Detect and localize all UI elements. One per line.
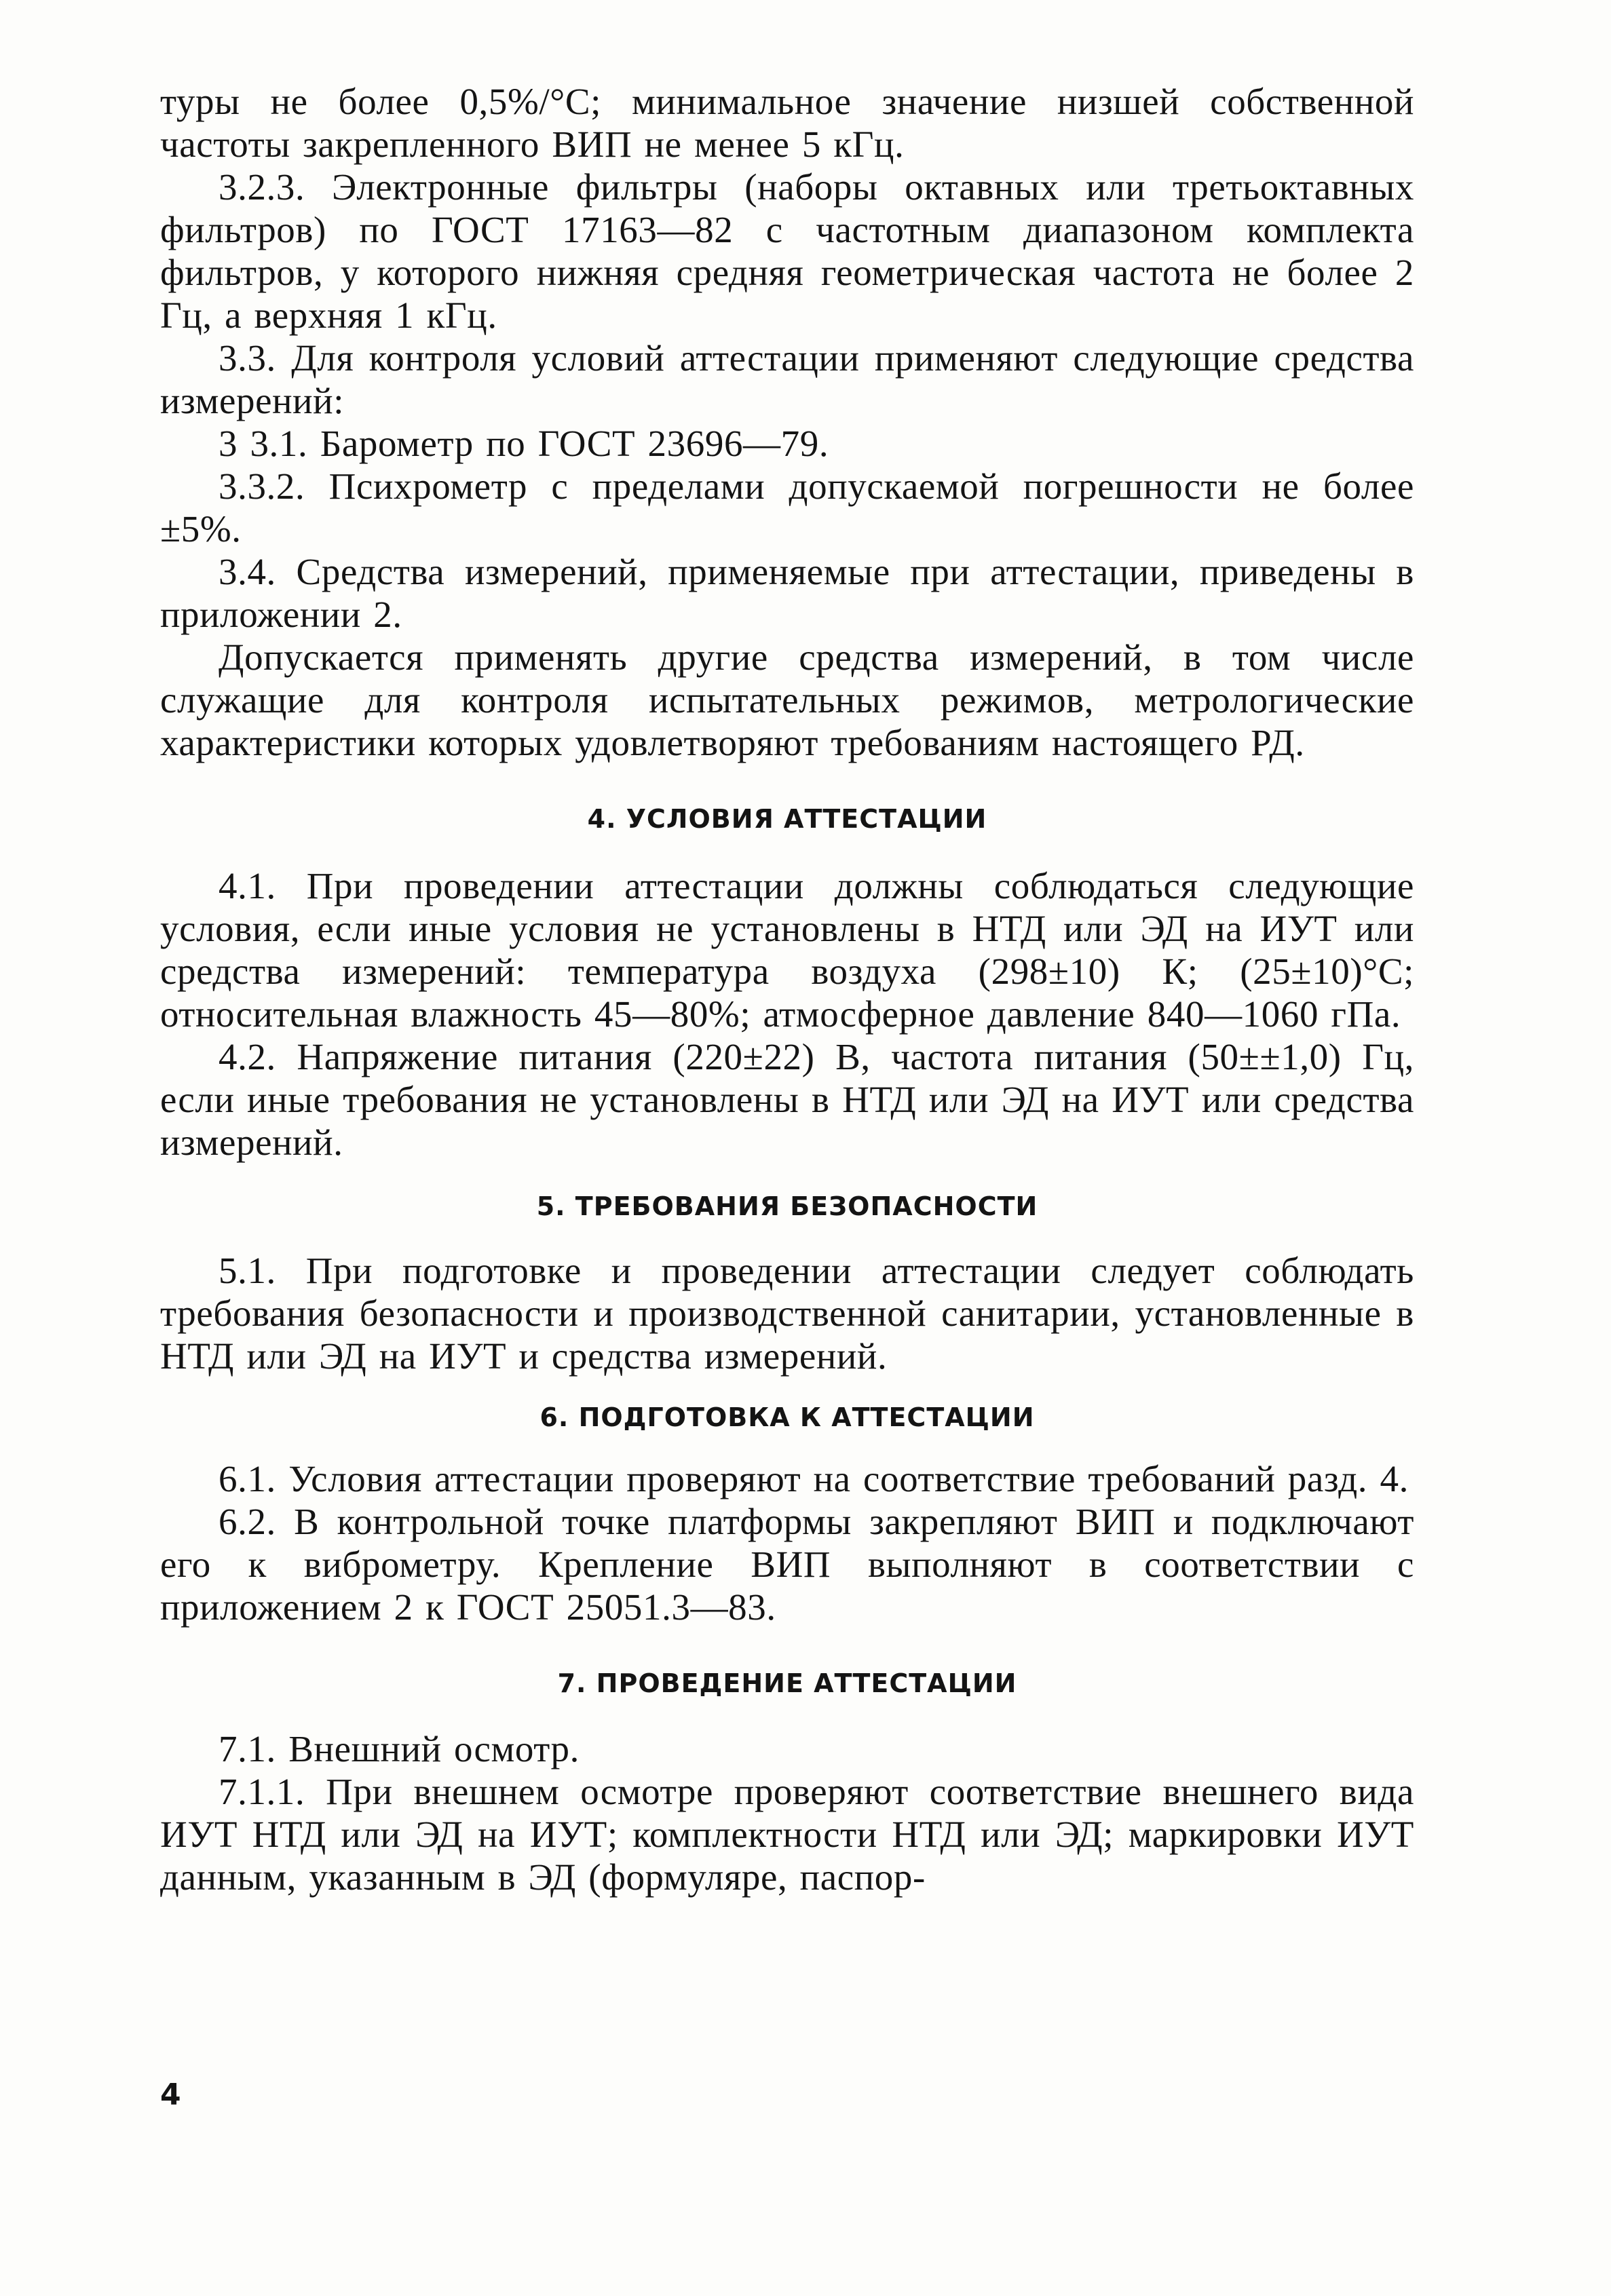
paragraph-3-2-2-continuation: туры не более 0,5%/°С; минимальное значение низшей собственной частоты закрепленного ВИП не менее 5 кГц. (160, 81, 1414, 165)
paragraph-3-3-1: 3 3.1. Барометр по ГОСТ 23696—79. (219, 423, 829, 464)
text-column (160, 80, 1414, 1898)
paragraph-4-1: 4.1. При проведении аттестации должны соблюдаться следующие условия, если иные условия не установлены в НТД или ЭД на ИУТ или средства измерений: температура воздуха (298±10) К; (25±10)°С; относительная влажность 45—80%; атмосферное давление 840—1060 гПа. (160, 865, 1414, 1035)
section-heading-7: 7. ПРОВЕДЕНИЕ АТТЕСТАЦИИ (557, 1668, 1017, 1698)
paragraph-3-4-note: Допускается применять другие средства измерений, в том числе служащие для контроля испытательных режимов, метрологические характеристики которых удовлетворяют требованиям настоящего РД. (160, 636, 1414, 763)
paragraph-6-2: 6.2. В контрольной точке платформы закрепляют ВИП и подключают его к виброметру. Крепление ВИП выполняют в соответствии с приложением 2 к ГОСТ 25051.3—83. (160, 1501, 1414, 1628)
paragraph-7-1-1: 7.1.1. При внешнем осмотре проверяют соответствие внешнего вида ИУТ НТД или ЭД на ИУТ; комплектности НТД или ЭД; маркировки ИУТ данным, указанным в ЭД (формуляре, паспор- (160, 1771, 1414, 1898)
paragraph-3-3: 3.3. Для контроля условий аттестации применяют следующие средства измерений: (160, 337, 1414, 421)
section-heading-6: 6. ПОДГОТОВКА К АТТЕСТАЦИИ (539, 1402, 1035, 1432)
paragraph-7-1: 7.1. Внешний осмотр. (219, 1728, 580, 1769)
paragraph-3-3-2: 3.3.2. Психрометр с пределами допускаемой погрешности не более ±5%. (160, 465, 1414, 550)
paragraph-5-1: 5.1. При подготовке и проведении аттестации следует соблюдать требования безопасности и производственной санитарии, установленные в НТД или ЭД на ИУТ и средства измерений. (160, 1250, 1414, 1377)
paragraph-3-4: 3.4. Средства измерений, применяемые при аттестации, приведены в приложении 2. (160, 551, 1414, 635)
paragraph-3-2-3: 3.2.3. Электронные фильтры (наборы октавных или третьоктавных фильтров) по ГОСТ 17163—82 с частотным диапазоном комплекта фильтров, у которого нижняя средняя геометрическая частота не более 2 Гц, а верхняя 1 кГц. (160, 166, 1414, 336)
section-heading-5: 5. ТРЕБОВАНИЯ БЕЗОПАСНОСТИ (536, 1191, 1038, 1221)
paragraph-4-2: 4.2. Напряжение питания (220±22) В, частота питания (50±±1,0) Гц, если иные требования не установлены в НТД или ЭД на ИУТ или средства измерений. (160, 1036, 1414, 1163)
page-number: 4 (160, 2078, 181, 2112)
section-heading-4: 4. УСЛОВИЯ АТТЕСТАЦИИ (587, 804, 987, 834)
paragraph-6-1: 6.1. Условия аттестации проверяют на соответствие требований разд. 4. (219, 1458, 1409, 1499)
